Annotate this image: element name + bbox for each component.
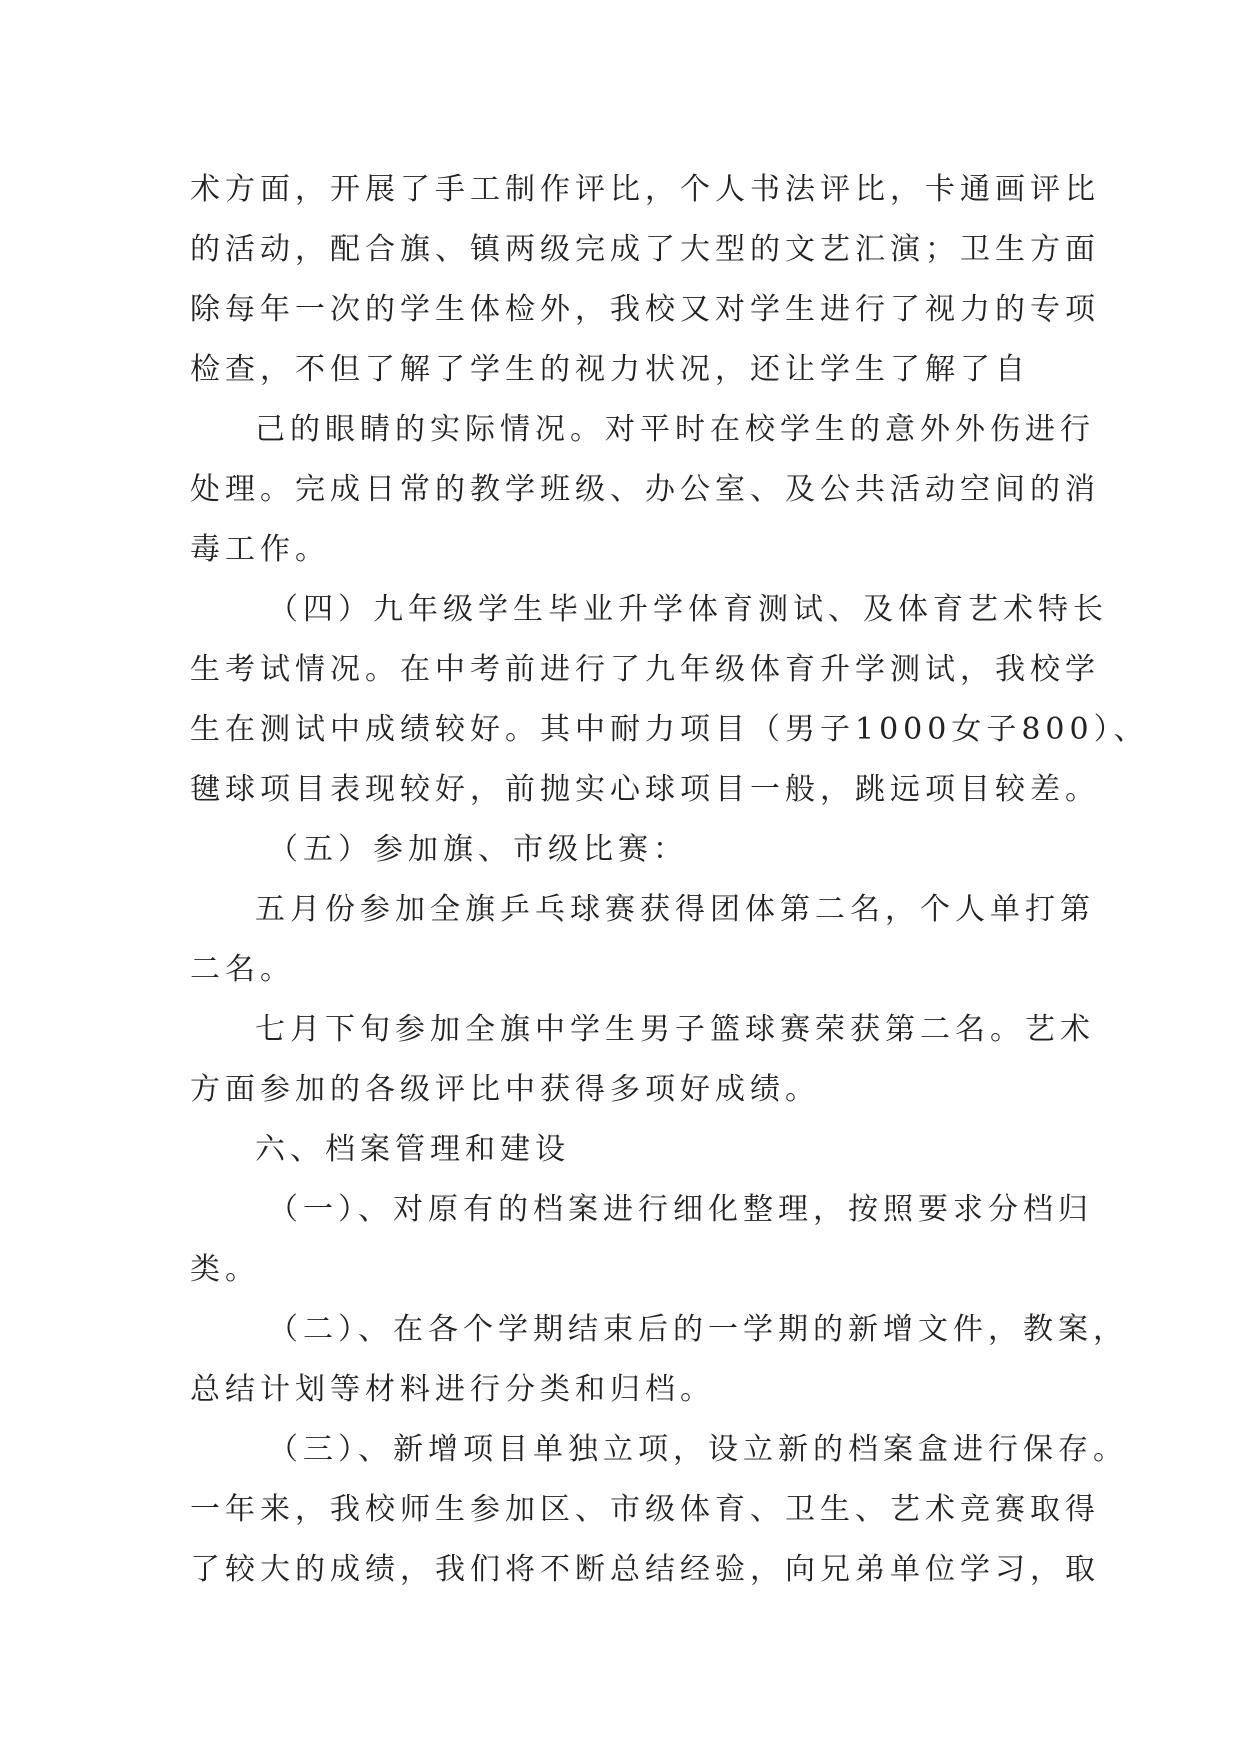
text-line: 毽球项目表现较好，前抛实心球项目一般，跳远项目较差。 [190,772,1100,807]
text-line: 己的眼睛的实际情况。对平时在校学生的意外外伤进行 [255,412,1095,447]
text-line: （二）、在各个学期结束后的一学期的新增文件，教案， [268,1312,1128,1347]
text-line: 术方面，开展了手工制作评比，个人书法评比，卡通画评比 [190,172,1100,207]
text-line: 方面参加的各级评比中获得多项好成绩。 [190,1072,820,1107]
text-line: 七月下旬参加全旗中学生男子篮球赛荣获第二名。艺术 [255,1012,1095,1047]
text-line: （四）九年级学生毕业升学体育测试、及体育艺术特长 [268,592,1108,627]
text-line: 处理。完成日常的教学班级、办公室、及公共活动空间的消 [190,472,1100,507]
document-body [190,160,1149,1600]
text-line: 类。 [190,1252,260,1287]
text-line: 检查，不但了解了学生的视力状况，还让学生了解了自 [190,352,1030,387]
text-line: （三）、新增项目单独立项，设立新的档案盒进行保存。 [268,1432,1128,1467]
text-line: 二名。 [190,952,295,987]
text-line: 了较大的成绩，我们将不断总结经验，向兄弟单位学习，取 [190,1552,1100,1587]
text-line: 总结计划等材料进行分类和归档。 [190,1372,715,1407]
section-heading: 六、档案管理和建设 [255,1132,570,1167]
text-line: 生在测试中成绩较好。其中耐力项目（男子1000女子800）、 [190,712,1149,747]
section-heading: （五）参加旗、市级比赛： [268,832,688,867]
text-line: 毒工作。 [190,532,330,567]
text-line: 生考试情况。在中考前进行了九年级体育升学测试，我校学 [190,652,1100,687]
text-line: 除每年一次的学生体检外，我校又对学生进行了视力的专项 [190,292,1100,327]
text-line: 的活动，配合旗、镇两级完成了大型的文艺汇演；卫生方面 [190,232,1100,267]
text-line: （一）、对原有的档案进行细化整理，按照要求分档归 [268,1192,1093,1227]
text-line: 一年来，我校师生参加区、市级体育、卫生、艺术竞赛取得 [190,1492,1100,1527]
text-line: 五月份参加全旗乒乓球赛获得团体第二名，个人单打第 [255,892,1095,927]
